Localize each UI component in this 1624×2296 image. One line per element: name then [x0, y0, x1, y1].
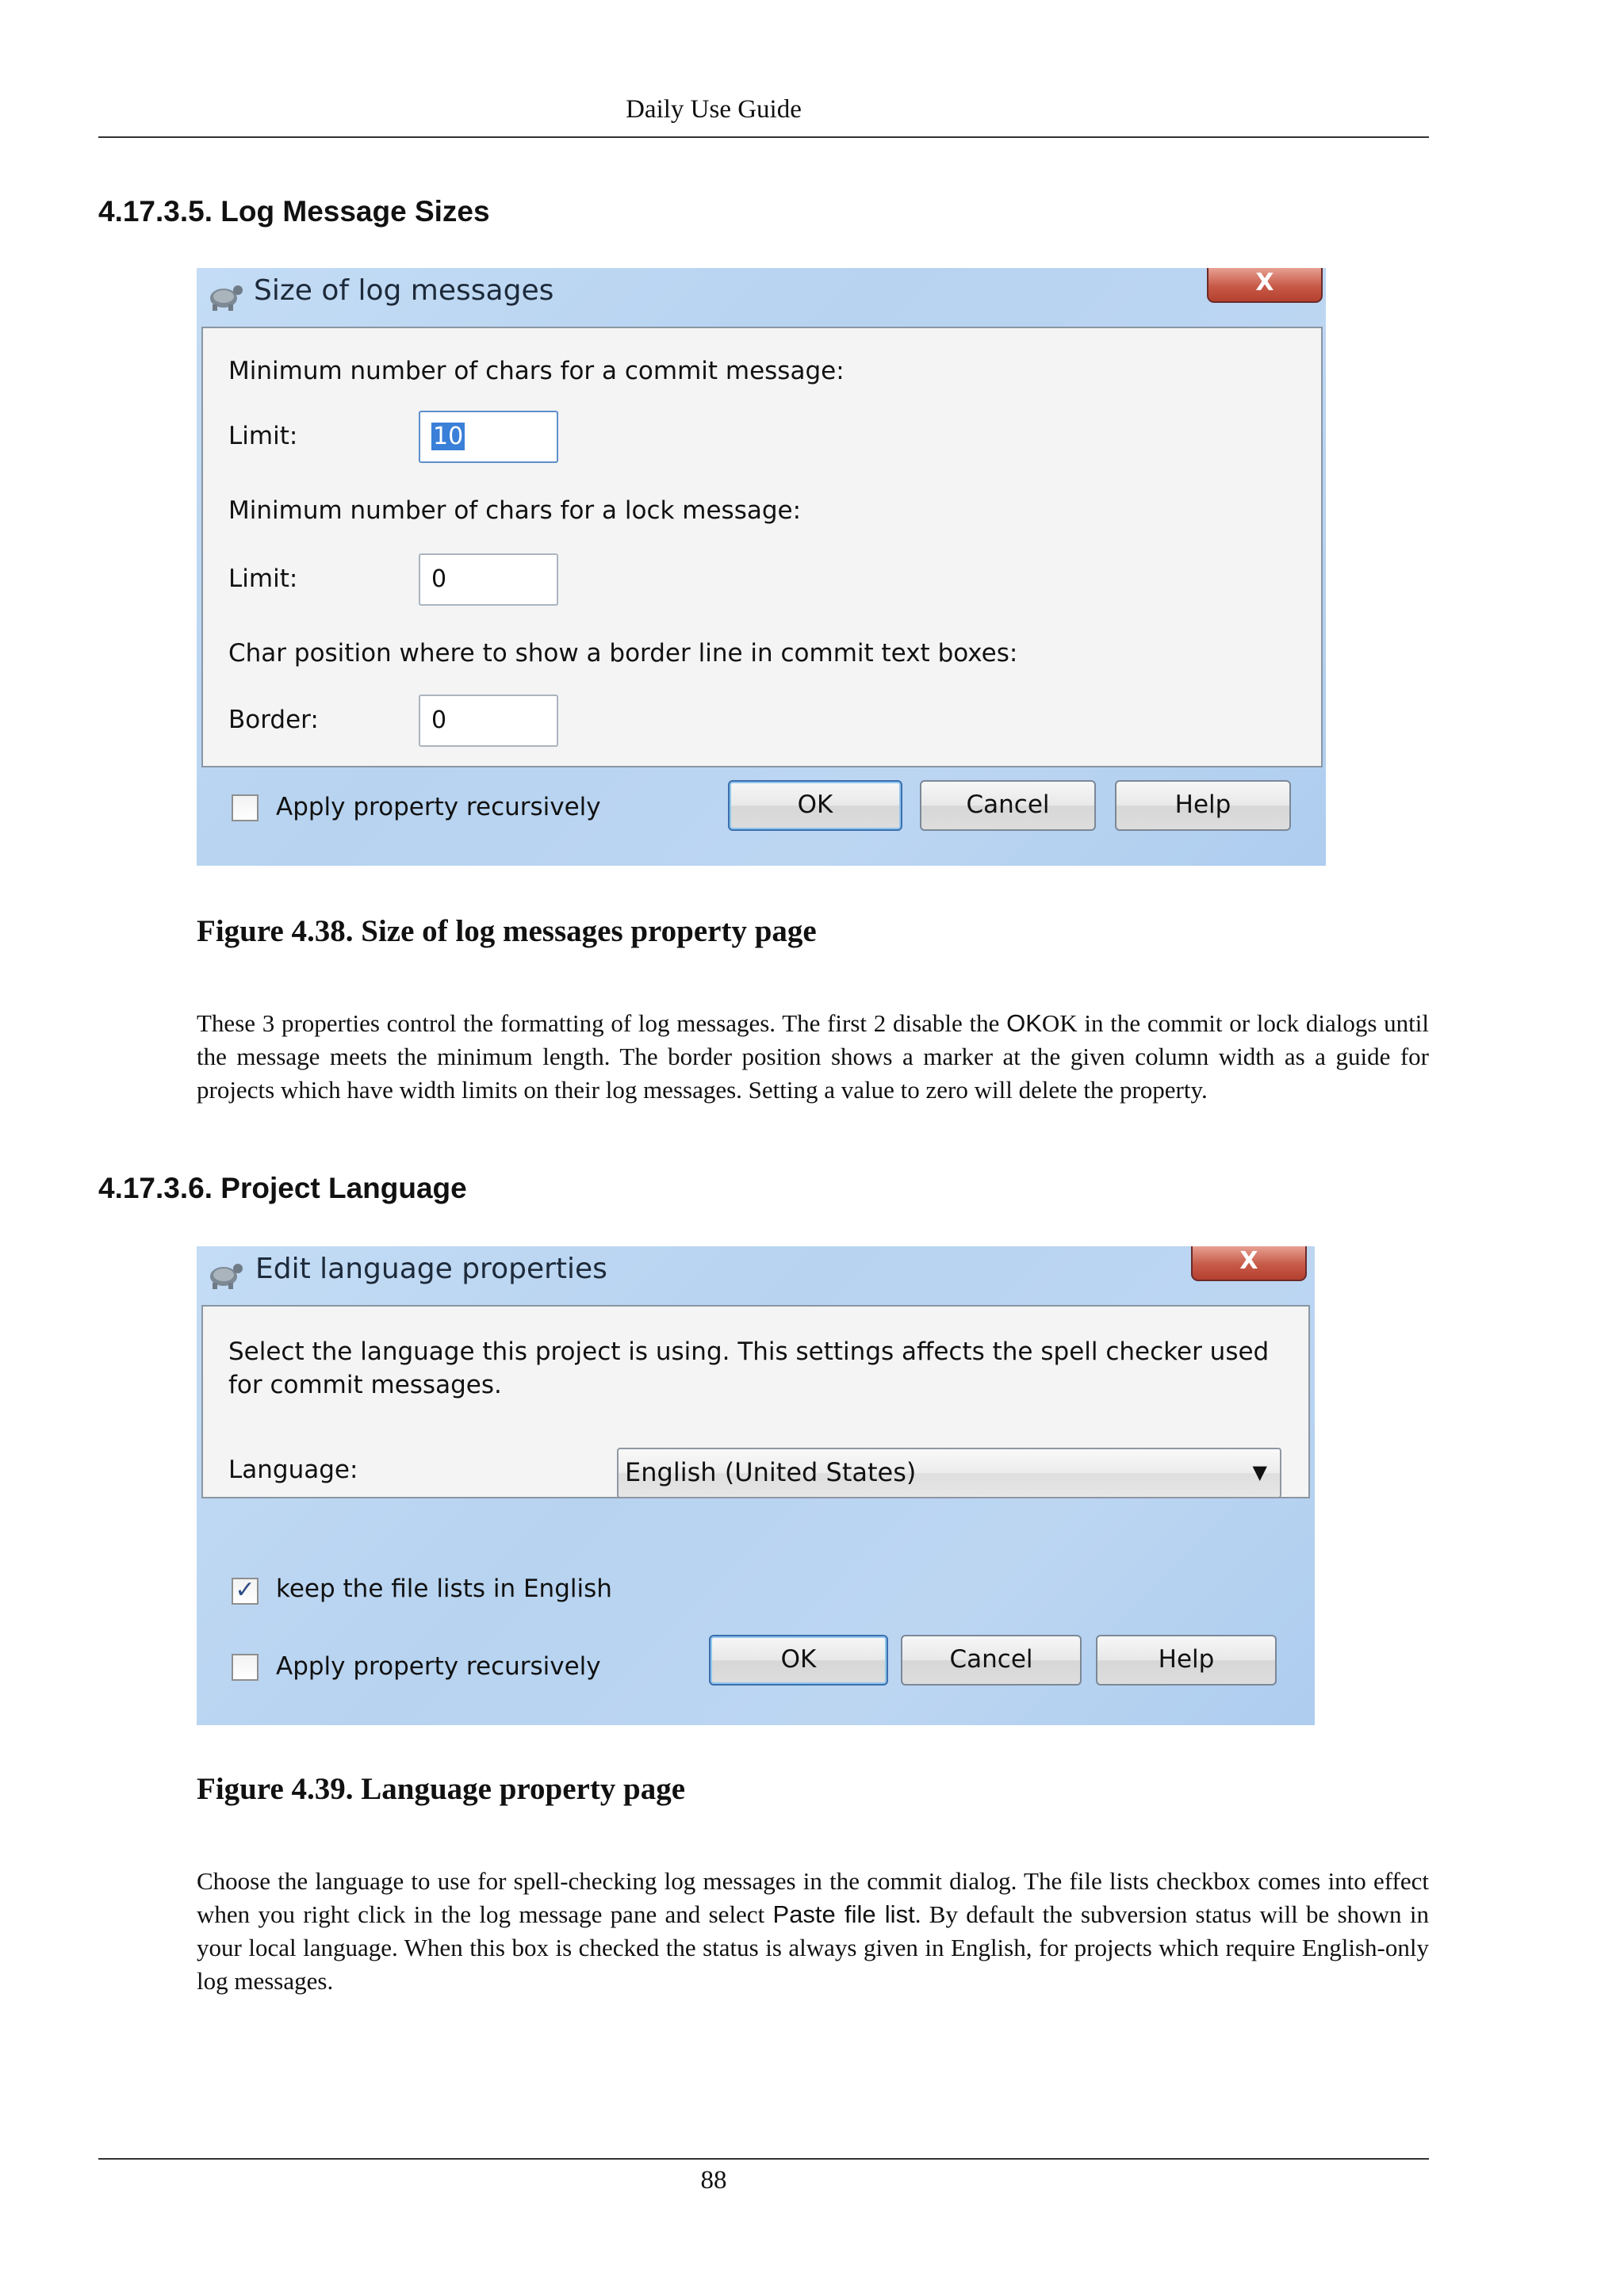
paragraph-text: . By default the subversion status will be shown in your local language. When this box is checked the status is always given in English, for projects which require English-only log messages. — [197, 1900, 1429, 1995]
language-label: Language: — [228, 1456, 358, 1484]
checkmark-icon: ✓ — [235, 1576, 255, 1604]
english-lists-label: keep the file lists in English — [276, 1575, 612, 1603]
close-button[interactable]: X — [1207, 268, 1323, 303]
dialog-title: Size of log messages — [254, 274, 554, 307]
footer-rule — [98, 2158, 1429, 2160]
help-button[interactable]: Help — [1115, 780, 1291, 831]
border-label: Border: — [228, 706, 319, 734]
header-rule — [98, 136, 1429, 138]
help-button[interactable]: Help — [1096, 1635, 1277, 1686]
cancel-button[interactable]: Cancel — [920, 780, 1096, 831]
guilabel-ok: OK — [1006, 1009, 1042, 1037]
commit-limit-field[interactable] — [419, 411, 558, 463]
figure-caption-4-39: Figure 4.39. Language property page — [197, 1772, 686, 1806]
paragraph-log-sizes — [197, 1007, 1429, 1107]
settings-panel — [201, 327, 1323, 767]
close-button[interactable]: X — [1191, 1246, 1307, 1281]
border-heading: Char position where to show a border line in commit text boxes: — [228, 639, 1018, 668]
ok-button[interactable]: OK — [709, 1635, 888, 1686]
chevron-down-icon: ▼ — [1252, 1461, 1267, 1483]
border-field[interactable]: 0 — [419, 695, 558, 747]
dialog-title: Edit language properties — [255, 1253, 607, 1285]
edit-language-properties-dialog — [197, 1246, 1315, 1725]
language-select[interactable] — [617, 1448, 1281, 1498]
lock-limit-field[interactable]: 0 — [419, 553, 558, 606]
apply-recursively-label: Apply property recursively — [276, 1652, 601, 1681]
page-number: 88 — [700, 2166, 727, 2195]
commit-min-heading: Minimum number of chars for a commit message: — [228, 357, 845, 385]
paragraph-text: Choose the language to use for spell-checking log messages in the commit dialog. The file lists checkbox comes into effect when you right click in the log message pane and select — [197, 1867, 1429, 1928]
paragraph-language — [197, 1865, 1429, 1998]
tortoise-icon — [205, 277, 244, 312]
section-heading-project-language: 4.17.3.6. Project Language — [98, 1172, 467, 1204]
english-lists-checkbox[interactable] — [232, 1578, 259, 1605]
language-panel — [201, 1305, 1310, 1498]
commit-limit-label: Limit: — [228, 422, 298, 450]
commit-limit-value: 10 — [433, 423, 464, 450]
figure-caption-4-38: Figure 4.38. Size of log messages property page — [197, 914, 817, 948]
apply-recursively-label: Apply property recursively — [276, 793, 601, 821]
paragraph-text: OK in the commit or lock dialogs until the message meets the minimum length. The border position shows a marker at the given column width as a guide for projects which have width limits on their log messages. Setting a value to zero will delete the property. — [197, 1009, 1429, 1104]
tortoise-icon — [205, 1256, 244, 1291]
language-description: Select the language this project is using. This settings affects the spell checker used for commit messages. — [228, 1337, 1270, 1399]
cancel-button[interactable]: Cancel — [901, 1635, 1082, 1686]
size-of-log-messages-dialog — [197, 268, 1326, 866]
lock-min-heading: Minimum number of chars for a lock message: — [228, 496, 802, 525]
apply-recursively-checkbox[interactable] — [232, 1654, 259, 1681]
running-header: Daily Use Guide — [626, 95, 802, 124]
apply-recursively-checkbox[interactable] — [232, 794, 259, 821]
ok-button[interactable]: OK — [728, 780, 902, 831]
lock-limit-label: Limit: — [228, 564, 298, 593]
paragraph-text: These 3 properties control the formatting of log messages. The first 2 disable the — [197, 1009, 1007, 1037]
section-heading-log-message-sizes: 4.17.3.5. Log Message Sizes — [98, 195, 490, 228]
guilabel-paste-file-list: Paste file list — [772, 1900, 915, 1928]
language-value: English (United States) — [625, 1457, 917, 1487]
